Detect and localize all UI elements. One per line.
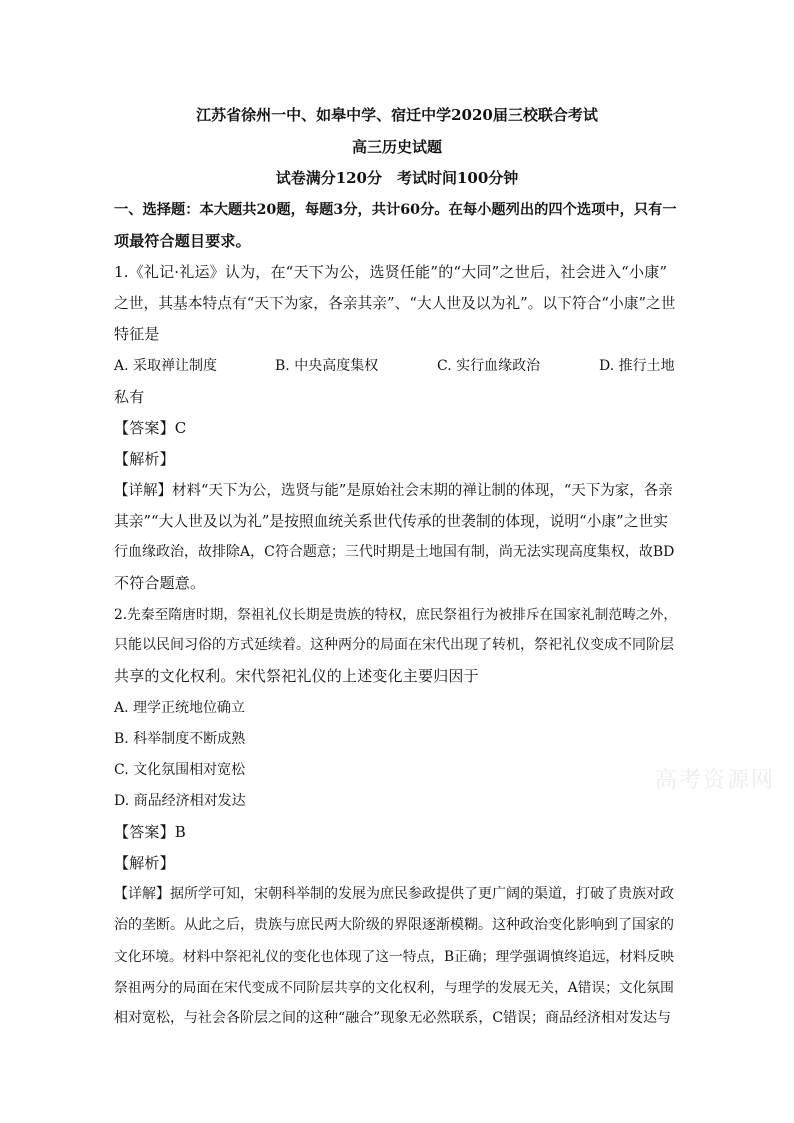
q2-option-a: A. 理学正统地位确立 [114, 700, 246, 716]
q2-answer: 【答案】B [114, 823, 187, 841]
q2-detail-line1: 【详解】据所学可知，宋朝科举制的发展为庶民参政提供了更广阔的渠道，打破了贵族对政 [114, 886, 674, 902]
q1-detail-line1: 【详解】材料“天下为公，选贤与能”是原始社会末期的禅让制的体现，“天下为家，各亲 [114, 483, 673, 499]
q2-detail-line3: 文化环境。材料中祭祀礼仪的变化也体现了这一特点，B正确；理学强调慎终追远，材料反映 [114, 949, 675, 965]
exam-info: 试卷满分120分 考试时间100分钟 [275, 169, 519, 187]
q1-option-b: B. 中央高度集权 [275, 358, 379, 374]
q2-stem-line2: 只能以民间习俗的方式延续着。这种两分的局面在宋代出现了转机，祭祀礼仪变成不同阶层 [114, 637, 674, 653]
q2-detail-line5: 相对宽松，与社会各阶层之间的这种“融合”现象无必然联系，C错误；商品经济相对发达与 [114, 1010, 672, 1026]
exam-subtitle: 高三历史试题 [351, 138, 442, 156]
watermark: 高考资源网 [655, 768, 776, 793]
q1-analysis-label: 【解析】 [114, 450, 175, 468]
q1-stem-line3: 特征是 [114, 325, 160, 343]
q1-detail-line4: 不符合题意。 [114, 574, 206, 592]
q2-detail-line2: 治的垄断。从此之后，贵族与庶民两大阶级的界限逐渐模糊。这种政治变化影响到了国家的 [114, 917, 674, 933]
q1-stem-line1: 1.《礼记·礼运》认为，在“天下为公，选贤任能”的“大同”之世后，社会进入“小康” [114, 263, 668, 281]
q1-answer: 【答案】C [114, 419, 187, 437]
q1-option-a: A. 采取禅让制度 [114, 358, 218, 374]
q1-detail-line2: 其亲”“大人世及以为礼”是按照血统关系世代传承的世袭制的体现，说明“小康”之世实 [114, 513, 668, 530]
exam-title: 江苏省徐州一中、如皋中学、宿迁中学2020届三校联合考试 [196, 106, 598, 124]
q2-stem-line1: 2.先秦至隋唐时期，祭祖礼仪长期是贵族的特权，庶民祭祖行为被排斥在国家礼制范畴之外， [114, 607, 678, 623]
q1-stem-line2: 之世，其基本特点有“天下为家，各亲其亲”、“大人世及以为礼”。以下符合“小康”之世 [114, 295, 676, 312]
q2-analysis-label: 【解析】 [114, 854, 175, 872]
q2-option-c: C. 文化氛围相对宽松 [114, 762, 246, 778]
q1-option-c: C. 实行血缘政治 [437, 358, 541, 374]
q1-option-d-continued: 私有 [114, 388, 145, 406]
q2-option-d: D. 商品经济相对发达 [114, 793, 246, 809]
section-heading-line1: 一、选择题：本大题共20题，每题3分，共计60分。在每小题列出的四个选项中，只有一 [114, 202, 677, 218]
q2-detail-line4: 祭祖两分的局面在宋代变成不同阶层共享的文化权利，与理学的发展无关，A错误；文化氛围 [114, 980, 674, 996]
q2-stem-line3: 共享的文化权利。宋代祭祀礼仪的上述变化主要归因于 [114, 667, 479, 685]
q1-option-d: D. 推行土地 [599, 358, 675, 374]
q2-option-b: B. 科举制度不断成熟 [114, 731, 246, 747]
q1-detail-line3: 行血缘政治，故排除A，C符合题意；三代时期是土地国有制，尚无法实现高度集权，故BD [114, 544, 675, 560]
section-heading-line2: 项最符合题目要求。 [114, 232, 251, 250]
